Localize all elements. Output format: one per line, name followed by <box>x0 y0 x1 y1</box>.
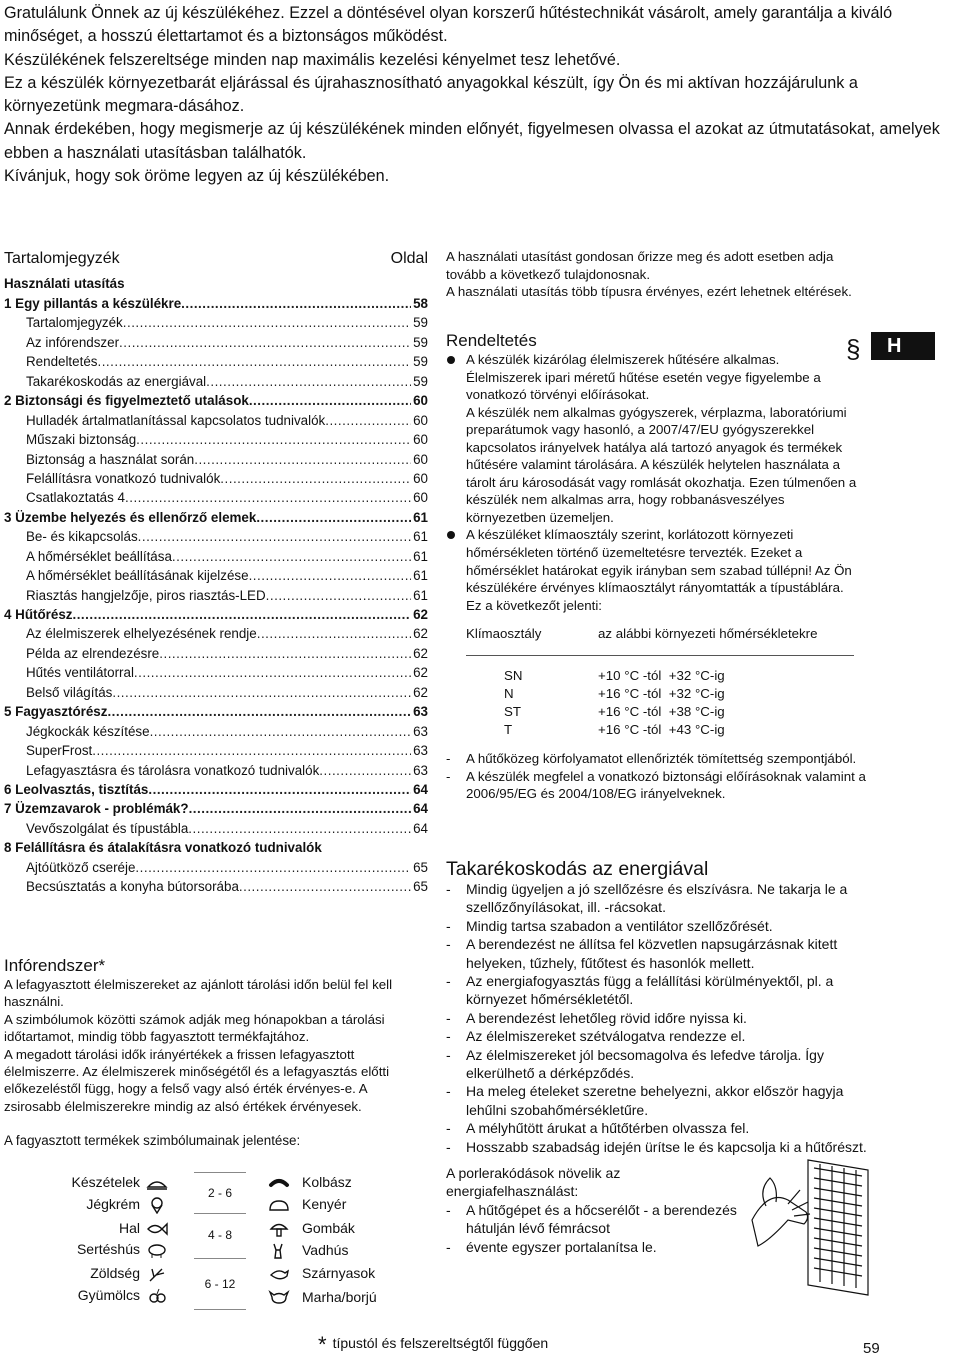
legend-label-right: Marha/borjú <box>302 1289 377 1305</box>
toc-row <box>4 644 428 663</box>
toc-page: 61 <box>413 509 428 525</box>
climate-range: +16 °C -tól +38 °C-ig <box>598 704 725 719</box>
list-item <box>446 1009 886 1027</box>
climate-class: SN <box>504 668 523 683</box>
toc-row <box>4 333 428 352</box>
toc-leader <box>189 799 412 818</box>
toc-row <box>4 469 428 488</box>
toc-leader <box>257 624 411 643</box>
toc-entry: 7 Üzemzavarok - problémák? <box>4 801 189 817</box>
toc-subtitle: Használati utasítás <box>4 276 125 291</box>
climate-header <box>466 626 856 648</box>
toc-page: 62 <box>413 607 428 622</box>
legend-label-left: Zöldség <box>90 1265 140 1281</box>
toc-row <box>4 352 428 371</box>
toc-entry: Be- és kikapcsolás <box>26 529 138 545</box>
toc-entry: 8 Felállításra és átalakításra vonatkozó tudnivalók <box>4 840 322 856</box>
toc-page: 59 <box>413 354 428 370</box>
toc-leader <box>136 430 411 449</box>
toc-row <box>4 741 428 760</box>
dust-note <box>446 1164 746 1256</box>
dust-intro: A porlerakódások növelik az energiafelhasználást: <box>446 1165 621 1200</box>
toc-row <box>4 430 428 449</box>
toc-leader <box>150 722 412 741</box>
toc-entry: SuperFrost <box>26 743 93 759</box>
list-item-text: Az energiafogyasztás függ a felállítási körülményektől, pl. a környezet hőmérsékletétől. <box>466 973 834 1008</box>
bullet-text: A készüléket klímaosztály szerint, korlátozott környezeti hőmérsékleten történő üzemeltetésre tervezték. Ezeket a hőmérséklet határokat egyik irányban sem szabad túllépni! Az Ön készülékére érvényes klímaosztályt rányomtatták a típustáblára. Ez a következőt jelenti: <box>466 527 852 613</box>
list-item-text: évente egyszer portalanítsa le. <box>466 1238 657 1255</box>
climate-col-range: az alábbi környezeti hőmérsékletekre <box>598 626 818 641</box>
climate-class: N <box>504 686 514 701</box>
toc-leader <box>206 372 411 391</box>
toc-entry: A hőmérséklet beállítása <box>26 548 172 564</box>
toc-row <box>4 372 428 391</box>
toc-leader <box>266 586 411 605</box>
toc-entry: Csatlakoztatás 4 <box>26 490 125 506</box>
info-paragraph: A megadott tárolási idők irányértékek a frissen lefagyasztott élelmiszerre. Az élelmiszerek minőségétől és a lefagyasztás előtti előkezeléstől függ, hogy a felső vagy alsó érték érvényes-e. A zsirosabb élelmiszerekre mindig az alsó értékek érvényesek. <box>4 1046 390 1114</box>
toc-page: 61 <box>413 568 428 584</box>
footnote <box>318 1332 548 1358</box>
poultry-icon <box>268 1265 290 1283</box>
info-paragraph: A lefagyasztott élelmiszereket az ajánlott tárolási időn belül fel kell használni. <box>4 977 393 1010</box>
toc-entry: Rendeltetés <box>26 354 98 370</box>
toc-leader <box>172 547 411 566</box>
intro-paragraph: Készülékének felszereltsége minden nap maximális kezelési kényelmet tesz lehetővé. <box>4 50 621 69</box>
manual-notice <box>446 248 876 301</box>
toc-page: 61 <box>413 529 428 545</box>
toc-row <box>4 877 428 896</box>
toc-row <box>4 508 428 527</box>
toc-page: 63 <box>413 743 428 759</box>
beef-icon <box>268 1288 290 1306</box>
list-item <box>446 750 866 768</box>
toc-page: 63 <box>413 704 428 720</box>
toc-row <box>4 450 428 469</box>
toc-leader <box>325 411 411 430</box>
bullet-icon <box>447 531 455 539</box>
toc-entry: Takarékoskodás az energiával <box>26 373 207 389</box>
toc-row <box>4 663 428 682</box>
toc-row <box>4 391 428 410</box>
legend-label-right: Szárnyasok <box>302 1265 376 1281</box>
dash-icon: - <box>446 1046 451 1063</box>
legend-label-left: Jégkrém <box>86 1196 140 1212</box>
toc-rows <box>4 294 428 897</box>
toc-page: 64 <box>413 820 428 836</box>
dash-icon: - <box>446 1138 451 1155</box>
toc-row <box>4 547 428 566</box>
toc-row <box>4 294 428 313</box>
list-item-text: A hűtőgépet és a hőcserélőt - a berendezés hátulján lévő fémrácsot <box>466 1201 737 1237</box>
ready-meal-icon <box>146 1175 168 1193</box>
toc-entry: Felállításra vonatkozó tudnivalók <box>26 470 221 486</box>
dash-icon: - <box>446 973 451 990</box>
section-sign-icon: § <box>846 334 861 364</box>
dash-icon: - <box>446 1028 451 1045</box>
climate-row <box>504 721 725 739</box>
list-item <box>446 880 886 917</box>
toc-leader <box>188 819 411 838</box>
dash-icon: - <box>446 1238 451 1255</box>
toc-page: 59 <box>413 334 428 350</box>
climate-row <box>504 667 725 685</box>
info-system-title: Infórendszer* <box>4 956 106 975</box>
toc-leader <box>319 761 411 780</box>
toc-leader <box>138 527 411 546</box>
toc-page: 62 <box>413 626 428 642</box>
list-item-text: A berendezést lehetőleg rövid időre nyissa ki. <box>466 1009 747 1026</box>
climate-rows <box>504 667 725 739</box>
list-item <box>446 1201 746 1238</box>
climate-range: +10 °C -tól +32 °C-ig <box>598 668 725 683</box>
toc-page: 64 <box>413 801 428 817</box>
list-item <box>446 1119 886 1137</box>
list-item <box>446 1082 886 1119</box>
dash-icon: - <box>446 936 451 953</box>
bullet-text: A készülék kizárólag élelmiszerek hűtésére alkalmas. Élelmiszerek ipari méretű hűtése esetén vegye figyelembe a vonatkozó törvényi előírásokat. <box>466 352 821 403</box>
dash-icon: - <box>446 1083 451 1100</box>
toc-row <box>4 702 428 721</box>
toc-row <box>4 799 428 818</box>
list-item <box>446 768 866 803</box>
toc-row <box>4 819 428 838</box>
toc-page: 58 <box>413 296 428 311</box>
intended-use-title: Rendeltetés <box>446 331 537 350</box>
info-system-body <box>4 976 424 1115</box>
intro-paragraph: Kívánjuk, hogy sok öröme legyen az új készülékében. <box>4 167 390 186</box>
toc-leader <box>97 352 411 371</box>
toc-entry: 4 Hűtőrész <box>4 607 73 622</box>
toc-page: 60 <box>413 412 428 428</box>
dash-icon: - <box>446 881 451 897</box>
toc-row <box>4 624 428 643</box>
toc-page: 63 <box>413 723 428 739</box>
toc-entry: Hulladék ártalmatlanítással kapcsolatos tudnivalók <box>26 412 326 428</box>
dash-icon: - <box>446 751 451 766</box>
toc-entry: Műszaki biztonság <box>26 432 137 448</box>
toc-entry: Jégkockák készítése <box>26 723 150 739</box>
toc-page: 60 <box>413 451 428 467</box>
toc-leader <box>220 469 411 488</box>
toc-entry: Vevőszolgálat és típustábla <box>26 820 189 836</box>
toc-entry: 3 Üzembe helyezés és ellenőrző elemek <box>4 509 257 525</box>
intro-paragraph: Annak érdekében, hogy megismerje az új készülékének minden előnyét, figyelmesen olvassa el azokat az útmutatásokat, amelyek ebben a használati utasításban találhatók. <box>4 120 940 162</box>
toc-leader <box>239 877 411 896</box>
footnote-asterisk: * <box>318 1332 327 1357</box>
toc-row <box>4 838 428 857</box>
toc-entry: Az infórendszer <box>26 334 120 350</box>
climate-range: +16 °C -tól +32 °C-ig <box>598 686 725 701</box>
toc-entry: Lefagyasztásra és tárolásra vonatkozó tudnivalók <box>26 762 320 778</box>
climate-col-class: Klímaosztály <box>466 626 542 641</box>
list-item <box>446 1238 746 1256</box>
toc-leader <box>123 313 411 332</box>
notice-paragraph: A használati utasítás több típusra érvényes, ezért lehetnek eltérések. <box>446 284 852 300</box>
info-paragraph: A szimbólumok közötti számok adják meg hónapokban a tárolási időtartamot, mindig több fagyasztott termékfajtához. <box>4 1011 385 1045</box>
symbol-legend-intro: A fagyasztott termékek szimbólumainak jelentése: <box>4 1133 301 1148</box>
toc-page: 62 <box>413 684 428 700</box>
list-item-text: Mindig ügyeljen a jó szellőzésre és elszívásra. Ne takarja le a szellőzőnyílásokat, ill. -rácsokat. <box>466 881 848 916</box>
notice-paragraph: A használati utasítást gondosan őrizze meg és adott esetben adja tovább a következő tulajdonosnak. <box>446 249 834 282</box>
toc-leader <box>194 450 411 469</box>
toc-leader <box>249 391 411 410</box>
footnote-text: típustól és felszereltségtől függően <box>332 1335 549 1351</box>
toc-leader <box>159 644 411 663</box>
toc-leader <box>256 508 411 527</box>
legend-label-left: Készételek <box>71 1174 140 1190</box>
mushroom-icon <box>268 1220 290 1238</box>
legend-label-right: Vadhús <box>302 1242 349 1258</box>
intro-text <box>4 2 954 188</box>
toc-entry: Becsúsztatás a konyha bútorsorába <box>26 879 239 895</box>
toc-entry: Biztonság a használat során <box>26 451 195 467</box>
toc-page: 64 <box>413 781 428 797</box>
toc-row <box>4 527 428 546</box>
bread-icon <box>268 1197 290 1215</box>
toc-row <box>4 605 428 624</box>
climate-class: T <box>504 722 513 737</box>
toc-page: 60 <box>413 490 428 506</box>
climate-row <box>504 685 725 703</box>
ice-cream-icon <box>146 1196 168 1214</box>
list-item <box>446 935 886 972</box>
dash-icon: - <box>446 917 451 934</box>
toc-leader <box>181 294 411 313</box>
dash-icon: - <box>446 768 451 784</box>
toc-entry: 5 Fagyasztórész <box>4 704 108 720</box>
toc-page: 60 <box>413 470 428 486</box>
legend-label-left: Gyümölcs <box>77 1287 140 1303</box>
game-meat-icon <box>268 1242 290 1260</box>
climate-divider <box>466 655 854 656</box>
toc-entry: A hőmérséklet beállításának kijelzése <box>26 568 249 584</box>
list-item <box>446 1027 886 1045</box>
toc-page-header: Oldal <box>390 250 428 267</box>
climate-class: ST <box>504 704 521 719</box>
bullet-item <box>446 351 858 526</box>
toc-leader <box>134 663 411 682</box>
legend-label-left: Hal <box>118 1220 140 1236</box>
toc-row <box>4 722 428 741</box>
fish-icon <box>146 1220 168 1238</box>
toc-row <box>4 313 428 332</box>
toc-title: Tartalomjegyzék <box>4 250 120 267</box>
toc-leader <box>107 702 411 721</box>
climate-range: +16 °C -tól +43 °C-ig <box>598 722 725 737</box>
language-tab: H <box>871 332 935 360</box>
bullet-icon <box>447 356 455 364</box>
toc-row <box>4 488 428 507</box>
toc-row <box>4 683 428 702</box>
toc-entry: 6 Leolvasztás, tisztítás <box>4 781 149 797</box>
list-item-text: Az élelmiszereket jól becsomagolva és lefedve tárolja. Így elkerülhető a dérképződés. <box>466 1046 824 1082</box>
sausage-icon <box>268 1175 290 1193</box>
toc-row <box>4 858 428 877</box>
legend-label-right: Kenyér <box>302 1196 347 1212</box>
legend-label-right: Gombák <box>302 1220 355 1236</box>
toc-leader <box>125 488 411 507</box>
toc-page: 63 <box>413 762 428 778</box>
toc-page: 61 <box>413 587 428 603</box>
bullet-item <box>446 526 858 614</box>
energy-saving-title: Takarékoskodás az energiával <box>446 858 709 880</box>
fruit-icon <box>146 1287 168 1305</box>
toc-page: 59 <box>413 315 428 331</box>
toc-leader <box>148 780 411 799</box>
list-item <box>446 1046 886 1083</box>
toc-entry: Ajtóütköző cseréje <box>26 859 136 875</box>
toc-entry: Belső világítás <box>26 684 113 700</box>
legend-label-right: Kolbász <box>302 1174 352 1190</box>
bullet-text: A készülék nem alkalmas gyógyszerek, vérplazma, laboratóriumi preparátumok vagy hasonló, a 2007/47/EU gyógyszerekkel kapcsolatos irányelvek hatálya alá tartozó anyagok és termékek hűtésére valamint tárolására. A készülék helytelen használata a tárolt áru károsodását vagy romlását okozhatja. Ezen túlmenően a készülék nem alkalmas arra, hogy robbanásveszélyes környezetben üzemeljen. <box>466 404 857 525</box>
vegetable-icon <box>146 1265 168 1283</box>
dash-icon: - <box>446 1009 451 1026</box>
climate-row <box>504 703 725 721</box>
list-item-text: A készülék megfelel a vonatkozó biztonsági előírásoknak valamint a 2006/95/EG és 2004/108/EG irányelveknek. <box>466 768 866 802</box>
toc-header <box>4 250 428 272</box>
dash-icon: - <box>446 1120 451 1137</box>
toc-row <box>4 780 428 799</box>
list-item <box>446 917 886 935</box>
climate-class-table <box>466 626 856 737</box>
toc-entry: Példa az elrendezésre <box>26 645 160 661</box>
toc-leader <box>72 605 411 624</box>
list-item-text: Hosszabb szabadság idején ürítse le és kapcsolja ki a hűtőrészt. <box>466 1138 867 1155</box>
storage-range-box: 2 - 6 <box>194 1172 246 1214</box>
dash-icon: - <box>446 1201 451 1218</box>
toc-leader <box>112 683 411 702</box>
toc-entry: Az élelmiszerek elhelyezésének rendje <box>26 626 257 642</box>
toc-entry: Riasztás hangjelzője, piros riasztás-LED <box>26 587 266 603</box>
toc-page: 62 <box>413 645 428 661</box>
toc-row <box>4 761 428 780</box>
page-number: 59 <box>863 1340 880 1357</box>
condenser-cleaning-illustration <box>748 1150 872 1300</box>
list-item-text: A hűtőközeg körfolyamatot ellenőrizték tömítettség szempontjából. <box>466 751 857 766</box>
intro-paragraph: Ez a készülék környezetbarát eljárással és újrahasznosítható anyagokkal készült, így Ön és mi aktívan hozzájárulunk a környezetünk megmara-dásához. <box>4 73 858 116</box>
toc-page: 65 <box>413 879 428 895</box>
toc-page: 59 <box>413 373 428 389</box>
toc-page: 65 <box>413 859 428 875</box>
list-item-text: Mindig tartsa szabadon a ventilátor szellőzőrését. <box>466 917 773 934</box>
pig-icon <box>146 1241 168 1259</box>
toc-row <box>4 586 428 605</box>
list-item <box>446 972 886 1009</box>
toc-entry: Tartalomjegyzék <box>26 315 123 331</box>
toc-entry: Hűtés ventilátorral <box>26 665 134 681</box>
storage-range-box: 6 - 12 <box>194 1259 246 1310</box>
toc-row <box>4 566 428 585</box>
list-item-text: A mélyhűtött árukat a hűtőtérben olvassza fel. <box>466 1120 750 1137</box>
toc-row <box>4 411 428 430</box>
toc-page: 61 <box>413 548 428 564</box>
toc-entry: 1 Egy pillantás a készülékre <box>4 296 182 311</box>
toc-page: 60 <box>413 393 428 409</box>
list-item-text: Ha meleg ételeket szeretne behelyezni, akkor először hagyja lehűlni szobahőmérsékletűre. <box>466 1083 844 1118</box>
toc-leader <box>135 858 411 877</box>
toc-page: 60 <box>413 432 428 448</box>
list-item-text: Az élelmiszereket szétválogatva rendezze el. <box>466 1028 746 1045</box>
toc-leader <box>92 741 411 760</box>
intro-paragraph: Gratulálunk Önnek az új készülékéhez. Ezzel a döntésével olyan korszerű hűtéstechnikát vásárolt, amely garantálja a kiváló minőséget, a hosszú élettartamot és a biztonságos működést. <box>4 4 893 46</box>
compliance-list <box>446 750 866 803</box>
legend-label-left: Sertéshús <box>76 1241 140 1257</box>
storage-range-box: 4 - 8 <box>194 1213 246 1259</box>
toc-leader <box>249 566 412 585</box>
toc-leader <box>119 333 411 352</box>
toc-page: 62 <box>413 665 428 681</box>
table-of-contents <box>4 250 428 897</box>
list-item-text: A berendezést ne állítsa fel közvetlen napsugárzásnak kitett helyeken, tűzhely, fűtőtest és hasonlók mellett. <box>466 936 838 971</box>
intended-use-body <box>446 351 858 614</box>
energy-saving-list <box>446 880 886 1156</box>
toc-entry: 2 Biztonsági és figyelmeztető utalások <box>4 393 249 409</box>
